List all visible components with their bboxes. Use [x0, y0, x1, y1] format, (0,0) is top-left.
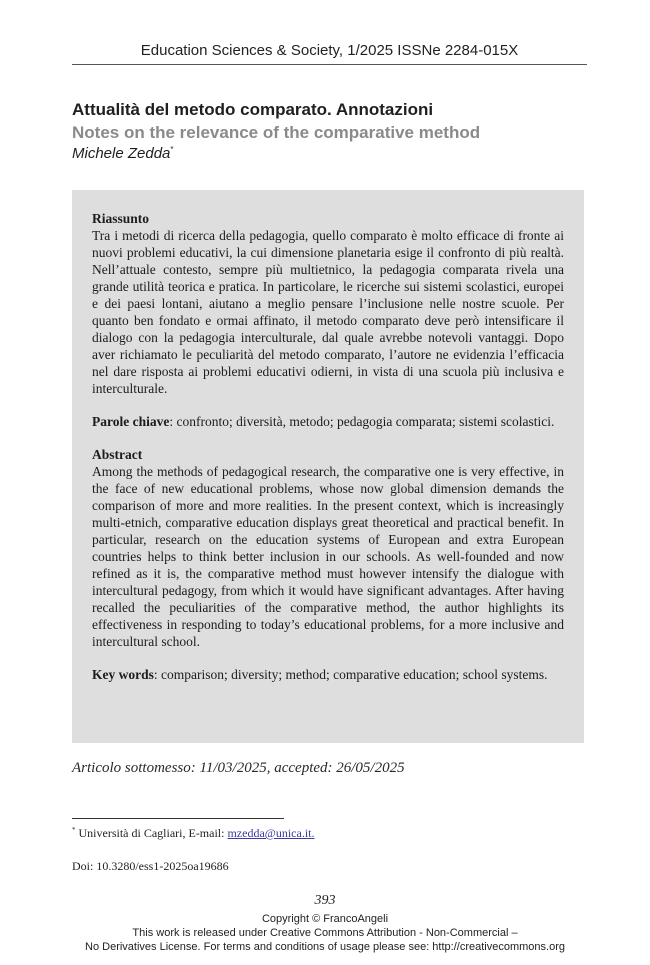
- footnote-affiliation-text: Università di Cagliari, E-mail:: [75, 826, 228, 840]
- footnote-affiliation: [72, 826, 315, 841]
- article-title-english: Notes on the relevance of the comparative method: [72, 123, 481, 142]
- author-footnote-mark[interactable]: *: [170, 145, 174, 154]
- key-words-label: Key words: [92, 667, 154, 682]
- parole-chiave-label: Parole chiave: [92, 414, 170, 429]
- article-title-italian: Attualità del metodo comparato. Annotazioni: [72, 100, 434, 119]
- riassunto-text: Tra i metodi di ricerca della pedagogia, quello comparato è molto efficace di fronte ai nuovi problemi educativi, la cui dimensione planetaria esige il confronto di più realtà. Nell’attuale contesto, sempre più multietnico, la pedagogia comparata rivela una grande utilità teorica e pratica. In particolare, le ricerche sui sistemi scolastici, europei e dei paesi lontani, aiutano a meglio pensare l’inclusione nelle nostre scuole. Per quanto ben fondato e ormai affinato, il metodo comparato deve però intensificare il dialogo con la pedagogia interculturale, dal quale avrebbe notevoli vantaggi. Dopo aver richiamato le peculiarità del metodo comparato, l’autore ne evidenzia l’efficacia nel dare risposta ai problemi educativi odierni, in vista di una scuola più inclusiva e interculturale.: [92, 228, 564, 396]
- parole-chiave: [92, 413, 564, 430]
- copyright-line: Copyright © FrancoAngeli: [261, 913, 389, 925]
- footnote-mark: *: [72, 826, 76, 834]
- riassunto-heading: Riassunto: [92, 211, 150, 226]
- running-head: Education Sciences & Society, 1/2025 ISSNe 2284-015X: [140, 42, 519, 59]
- abstract-text: Among the methods of pedagogical research, the comparative one is very effective, in the face of new educational problems, whose now global dimension demands the comparison of more and more realities. In the present context, which is increasingly multi-etnich, comparative education displays great theoretical and practical benefit. In particular, research on the education systems of European and extra European countries helps to think better inclusion in our schools. As well-founded and now refined as it is, the comparative method must however intensify the dialogue with intercultural pedagogy, from which it would have significant advantages. After having recalled the peculiarities of the comparative method, the author highlights its effectiveness in responding to today’s educational problems, for a more inclusive and intercultural school.: [92, 464, 564, 649]
- parole-chiave-text: : confronto; diversità, metodo; pedagogia comparata; sistemi scolastici.: [169, 414, 555, 429]
- abstract-box-content: [92, 210, 564, 683]
- abstract-heading: Abstract: [92, 447, 143, 462]
- page-number: 393: [314, 893, 336, 908]
- header-rule: [72, 64, 587, 65]
- key-words-text: : comparison; diversity; method; comparative education; school systems.: [153, 667, 548, 682]
- author-name-text: Michele Zedda: [72, 145, 171, 162]
- submission-dates: Articolo sottomesso: 11/03/2025, accepted: 26/05/2025: [72, 760, 405, 776]
- author-name: [72, 145, 174, 162]
- license-line-2: No Derivatives License. For terms and conditions of usage please see: http://creativecommons.org: [85, 941, 565, 953]
- footnote-rule: [72, 818, 284, 819]
- author-email-link[interactable]: mzedda@unica.it.: [227, 826, 315, 840]
- license-notice: [0, 912, 650, 954]
- abstract-box: [72, 190, 584, 743]
- key-words: [92, 666, 564, 683]
- doi: Doi: 10.3280/ess1-2025oa19686: [72, 859, 229, 873]
- license-line-1: This work is released under Creative Commons Attribution - Non-Commercial –: [132, 927, 518, 939]
